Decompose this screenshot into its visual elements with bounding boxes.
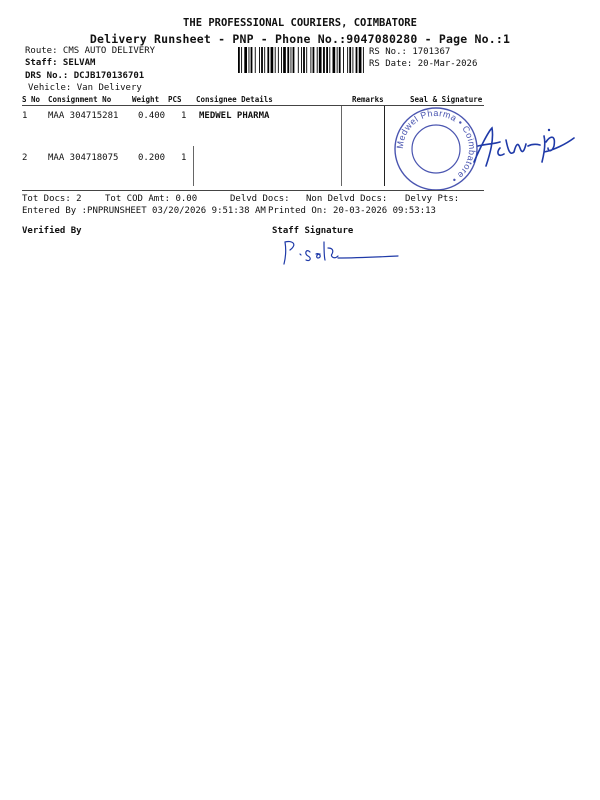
entered-by: Entered By :PNPRUNSHEET 03/20/2026 9:51:38 AM bbox=[22, 206, 266, 216]
remarks-divider bbox=[384, 106, 385, 186]
staff-text: Staff: SELVAM bbox=[25, 58, 96, 68]
col-header-sno: S No bbox=[22, 95, 41, 104]
verified-by-label: Verified By bbox=[22, 226, 82, 236]
remarks-divider bbox=[341, 106, 342, 186]
stamp-text: Medwel Pharma • Coimbatore • bbox=[394, 107, 478, 186]
staff-signature-label: Staff Signature bbox=[272, 226, 354, 236]
vehicle-text: Vehicle: Van Delivery bbox=[28, 83, 142, 93]
col-header-pcs: PCS bbox=[168, 95, 182, 104]
runsheet-subtitle: Delivery Runsheet - PNP - Phone No.:9047080280 - Page No.:1 bbox=[89, 32, 511, 46]
delivery-points: Delvy Pts: bbox=[405, 194, 460, 204]
col-header-consignee: Consignee Details bbox=[196, 95, 273, 104]
row-pcs: 1 bbox=[181, 111, 187, 121]
rs-date: RS Date: 20-Mar-2026 bbox=[369, 59, 478, 69]
row-consignee: MEDWEL PHARMA bbox=[199, 111, 270, 121]
row-divider bbox=[193, 146, 194, 186]
route-text: Route: CMS AUTO DELIVERY bbox=[25, 46, 156, 56]
barcode-image bbox=[238, 47, 366, 73]
row-sno: 1 bbox=[22, 111, 28, 121]
delivered-docs: Delvd Docs: bbox=[230, 194, 290, 204]
row-consignment: MAA 304715281 bbox=[48, 111, 119, 121]
row-weight: 0.200 bbox=[138, 153, 166, 163]
printed-on: Printed On: 20-03-2026 09:53:13 bbox=[268, 206, 436, 216]
drs-number: DRS No.: DCJB170136701 bbox=[25, 71, 145, 81]
table-bottom-rule bbox=[22, 190, 484, 191]
total-cod-amount: Tot COD Amt: 0.00 bbox=[105, 194, 198, 204]
row-consignment: MAA 304718075 bbox=[48, 153, 119, 163]
row-weight: 0.400 bbox=[138, 111, 166, 121]
col-header-weight: Weight bbox=[132, 95, 160, 104]
col-header-remarks: Remarks bbox=[352, 95, 384, 104]
col-header-seal-signature: Seal & Signature bbox=[410, 95, 483, 104]
non-delivered-docs: Non Delvd Docs: bbox=[306, 194, 388, 204]
company-seal-stamp bbox=[393, 106, 479, 192]
total-docs: Tot Docs: 2 bbox=[22, 194, 82, 204]
staff-signature bbox=[278, 238, 403, 268]
consignee-signature bbox=[470, 118, 580, 178]
rs-number: RS No.: 1701367 bbox=[369, 47, 451, 57]
row-pcs: 1 bbox=[181, 153, 187, 163]
col-header-consignment: Consignment No bbox=[48, 95, 112, 104]
company-title: THE PROFESSIONAL COURIERS, COIMBATORE bbox=[183, 17, 417, 29]
row-sno: 2 bbox=[22, 153, 28, 163]
